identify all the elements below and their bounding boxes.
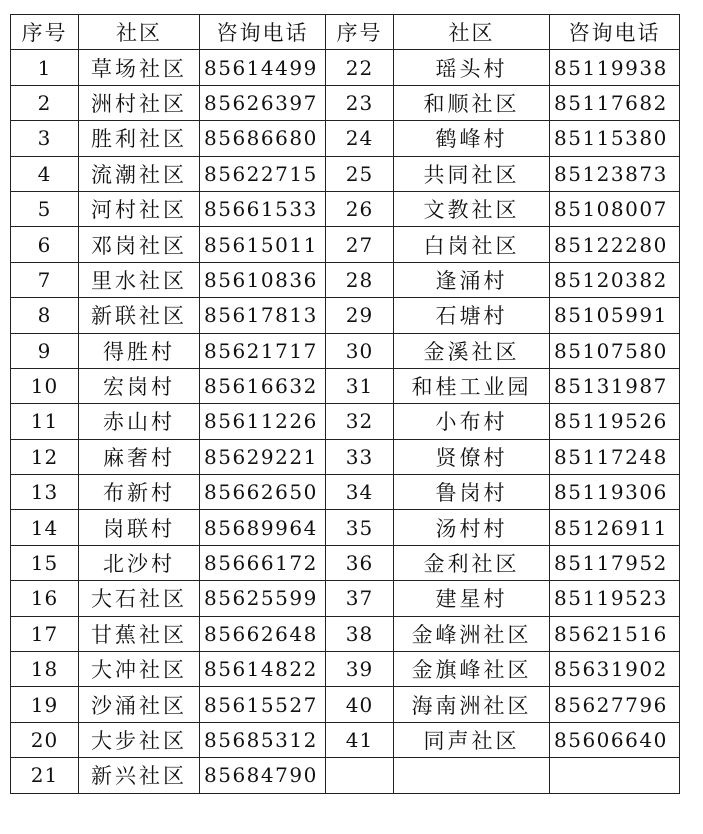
community-name-cell: 邓岗社区 (79, 227, 200, 262)
community-name-cell: 得胜村 (79, 333, 200, 368)
serial-cell: 15 (11, 545, 79, 580)
phone-number-cell: 85689964 (200, 510, 326, 545)
serial-cell: 39 (326, 652, 394, 687)
phone-number-cell: 85117248 (550, 439, 680, 474)
serial-cell: 3 (11, 121, 79, 156)
community-name-cell: 鹤峰村 (394, 121, 550, 156)
phone-number-cell: 85131987 (550, 368, 680, 403)
phone-number-cell: 85617813 (200, 298, 326, 333)
community-name-cell: 逢涌村 (394, 262, 550, 297)
serial-cell: 34 (326, 475, 394, 510)
table-row (11, 262, 680, 297)
table-row (11, 368, 680, 403)
phone-number-cell: 85625599 (200, 581, 326, 616)
phone-number-cell: 85108007 (550, 191, 680, 226)
serial-cell: 1 (11, 50, 79, 85)
phone-number-cell: 85666172 (200, 545, 326, 580)
phone-number-cell: 85610836 (200, 262, 326, 297)
phone-number-cell: 85105991 (550, 298, 680, 333)
table-row (11, 333, 680, 368)
community-name-cell: 金峰洲社区 (394, 616, 550, 651)
community-name-cell: 岗联村 (79, 510, 200, 545)
community-name-cell: 小布村 (394, 404, 550, 439)
serial-cell: 20 (11, 722, 79, 757)
table-row (11, 687, 680, 722)
community-name-cell: 河村社区 (79, 191, 200, 226)
table-row (11, 475, 680, 510)
community-name-cell: 建星村 (394, 581, 550, 616)
community-name-cell: 金溪社区 (394, 333, 550, 368)
community-name-cell: 大冲社区 (79, 652, 200, 687)
phone-number-cell: 85119306 (550, 475, 680, 510)
serial-cell: 36 (326, 545, 394, 580)
table-row (11, 510, 680, 545)
header-community-left: 社区 (79, 15, 200, 50)
community-name-cell: 瑶头村 (394, 50, 550, 85)
header-community-right: 社区 (394, 15, 550, 50)
community-phone-table-container (10, 14, 680, 794)
community-name-cell: 宏岗村 (79, 368, 200, 403)
serial-cell: 14 (11, 510, 79, 545)
community-phone-table (10, 14, 680, 794)
community-name-cell: 里水社区 (79, 262, 200, 297)
phone-number-cell: 85119523 (550, 581, 680, 616)
serial-cell: 19 (11, 687, 79, 722)
serial-cell: 37 (326, 581, 394, 616)
phone-number-cell: 85117952 (550, 545, 680, 580)
phone-number-cell: 85626397 (200, 85, 326, 120)
community-name-cell: 沙涌社区 (79, 687, 200, 722)
table-row (11, 616, 680, 651)
serial-cell: 22 (326, 50, 394, 85)
serial-cell (326, 758, 394, 793)
serial-cell: 9 (11, 333, 79, 368)
community-name-cell: 贤僚村 (394, 439, 550, 474)
serial-cell: 18 (11, 652, 79, 687)
phone-number-cell: 85686680 (200, 121, 326, 156)
community-name-cell: 和桂工业园 (394, 368, 550, 403)
table-row (11, 758, 680, 793)
phone-number-cell: 85119938 (550, 50, 680, 85)
serial-cell: 32 (326, 404, 394, 439)
phone-number-cell: 85629221 (200, 439, 326, 474)
community-name-cell (394, 758, 550, 793)
phone-number-cell: 85615011 (200, 227, 326, 262)
serial-cell: 30 (326, 333, 394, 368)
community-name-cell: 草场社区 (79, 50, 200, 85)
serial-cell: 35 (326, 510, 394, 545)
serial-cell: 41 (326, 722, 394, 757)
community-name-cell: 和顺社区 (394, 85, 550, 120)
phone-number-cell: 85622715 (200, 156, 326, 191)
serial-cell: 21 (11, 758, 79, 793)
serial-cell: 40 (326, 687, 394, 722)
serial-cell: 2 (11, 85, 79, 120)
phone-number-cell: 85662650 (200, 475, 326, 510)
serial-cell: 26 (326, 191, 394, 226)
community-name-cell: 鲁岗村 (394, 475, 550, 510)
table-header-row (11, 15, 680, 50)
header-serial-right: 序号 (326, 15, 394, 50)
phone-number-cell: 85115380 (550, 121, 680, 156)
serial-cell: 10 (11, 368, 79, 403)
serial-cell: 38 (326, 616, 394, 651)
community-name-cell: 共同社区 (394, 156, 550, 191)
phone-number-cell: 85606640 (550, 722, 680, 757)
serial-cell: 7 (11, 262, 79, 297)
serial-cell: 12 (11, 439, 79, 474)
community-name-cell: 大石社区 (79, 581, 200, 616)
phone-number-cell: 85616632 (200, 368, 326, 403)
serial-cell: 5 (11, 191, 79, 226)
header-phone-left: 咨询电话 (200, 15, 326, 50)
table-row (11, 722, 680, 757)
phone-number-cell: 85684790 (200, 758, 326, 793)
phone-number-cell: 85631902 (550, 652, 680, 687)
table-row (11, 652, 680, 687)
serial-cell: 27 (326, 227, 394, 262)
community-name-cell: 海南洲社区 (394, 687, 550, 722)
table-row (11, 545, 680, 580)
serial-cell: 17 (11, 616, 79, 651)
community-name-cell: 北沙村 (79, 545, 200, 580)
community-name-cell: 胜利社区 (79, 121, 200, 156)
community-name-cell: 麻奢村 (79, 439, 200, 474)
serial-cell: 28 (326, 262, 394, 297)
phone-number-cell: 85615527 (200, 687, 326, 722)
phone-number-cell: 85662648 (200, 616, 326, 651)
table-row (11, 85, 680, 120)
phone-number-cell: 85123873 (550, 156, 680, 191)
phone-number-cell (550, 758, 680, 793)
phone-number-cell: 85621717 (200, 333, 326, 368)
community-name-cell: 甘蕉社区 (79, 616, 200, 651)
serial-cell: 4 (11, 156, 79, 191)
serial-cell: 24 (326, 121, 394, 156)
table-row (11, 121, 680, 156)
serial-cell: 25 (326, 156, 394, 191)
serial-cell: 6 (11, 227, 79, 262)
table-row (11, 298, 680, 333)
table-row (11, 439, 680, 474)
phone-number-cell: 85611226 (200, 404, 326, 439)
community-name-cell: 大步社区 (79, 722, 200, 757)
community-name-cell: 白岗社区 (394, 227, 550, 262)
community-name-cell: 金利社区 (394, 545, 550, 580)
table-row (11, 404, 680, 439)
community-name-cell: 金旗峰社区 (394, 652, 550, 687)
phone-number-cell: 85126911 (550, 510, 680, 545)
phone-number-cell: 85119526 (550, 404, 680, 439)
phone-number-cell: 85117682 (550, 85, 680, 120)
header-phone-right: 咨询电话 (550, 15, 680, 50)
phone-number-cell: 85627796 (550, 687, 680, 722)
serial-cell: 13 (11, 475, 79, 510)
table-row (11, 50, 680, 85)
phone-number-cell: 85107580 (550, 333, 680, 368)
serial-cell: 31 (326, 368, 394, 403)
phone-number-cell: 85661533 (200, 191, 326, 226)
community-name-cell: 文教社区 (394, 191, 550, 226)
phone-number-cell: 85614822 (200, 652, 326, 687)
phone-number-cell: 85614499 (200, 50, 326, 85)
serial-cell: 29 (326, 298, 394, 333)
table-row (11, 191, 680, 226)
community-name-cell: 洲村社区 (79, 85, 200, 120)
table-body (11, 50, 680, 793)
community-name-cell: 石塘村 (394, 298, 550, 333)
serial-cell: 16 (11, 581, 79, 616)
phone-number-cell: 85120382 (550, 262, 680, 297)
community-name-cell: 布新村 (79, 475, 200, 510)
table-row (11, 581, 680, 616)
phone-number-cell: 85621516 (550, 616, 680, 651)
header-serial-left: 序号 (11, 15, 79, 50)
serial-cell: 8 (11, 298, 79, 333)
serial-cell: 33 (326, 439, 394, 474)
community-name-cell: 赤山村 (79, 404, 200, 439)
community-name-cell: 流潮社区 (79, 156, 200, 191)
serial-cell: 23 (326, 85, 394, 120)
serial-cell: 11 (11, 404, 79, 439)
community-name-cell: 汤村村 (394, 510, 550, 545)
table-row (11, 156, 680, 191)
community-name-cell: 新兴社区 (79, 758, 200, 793)
community-name-cell: 新联社区 (79, 298, 200, 333)
phone-number-cell: 85122280 (550, 227, 680, 262)
table-row (11, 227, 680, 262)
community-name-cell: 同声社区 (394, 722, 550, 757)
phone-number-cell: 85685312 (200, 722, 326, 757)
